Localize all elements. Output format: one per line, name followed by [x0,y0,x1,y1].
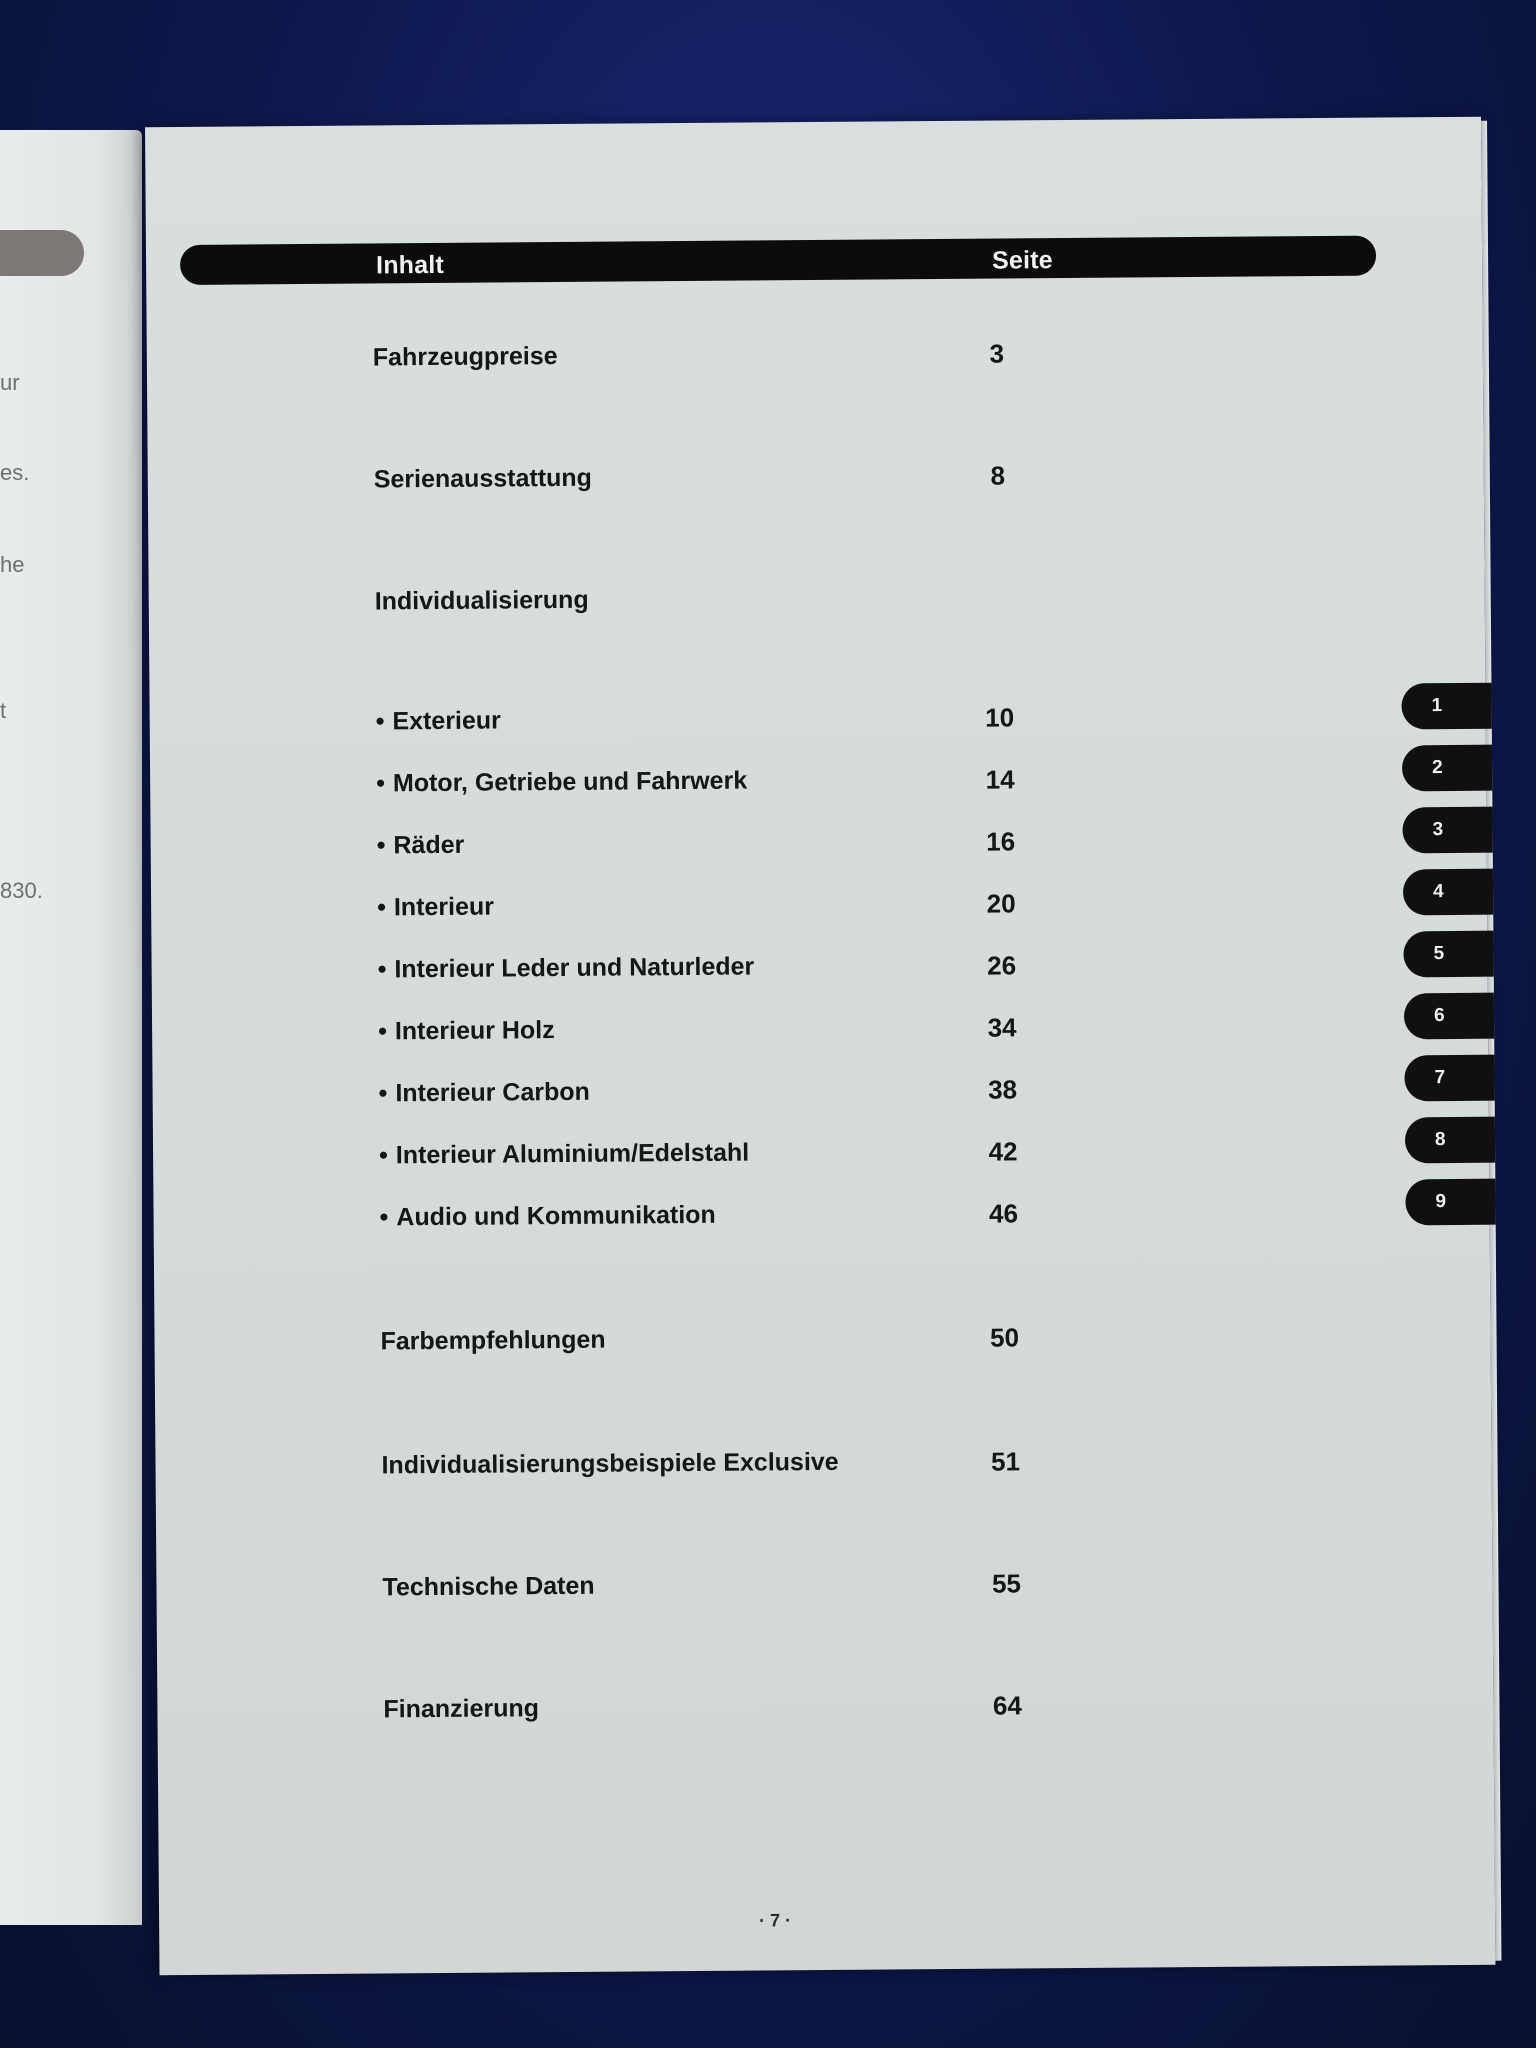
toc-entry-page-number: 16 [986,826,1016,857]
toc-entry-page-number: 46 [988,1198,1019,1229]
left-page-header-bar [0,230,84,276]
toc-entry-page-number: 14 [985,764,1015,795]
left-page [0,130,142,1925]
toc-header-title: Inhalt [376,250,445,280]
toc-entry-text: Technische Daten [382,1571,595,1602]
toc-entry-page-number: 42 [988,1136,1018,1167]
bullet-icon: • [379,1203,389,1232]
toc-entry-text: Interieur Aluminium/Edelstahl [395,1138,750,1170]
section-tab-4[interactable]: 4 [1403,869,1493,916]
left-page-text-fragment: 830. [0,878,43,903]
toc-entry-page-number: 38 [988,1074,1018,1105]
toc-entry-text: Motor, Getriebe und Fahrwerk [392,766,748,798]
toc-entry [151,887,1151,935]
section-tab-2[interactable]: 2 [1402,745,1492,792]
toc-entry [157,1689,1157,1737]
toc-entry [153,1197,1153,1245]
toc-entry-page-number: 64 [992,1690,1023,1721]
toc-entry [148,459,1148,507]
bullet-icon: • [376,831,386,860]
left-page-text-fragment: he [0,552,25,577]
page-edge [1481,121,1501,1961]
toc-entry-label [378,1016,555,1046]
bullet-icon: • [376,769,386,798]
toc-entry-label [375,586,589,617]
left-page-text-fragment: t [0,698,7,723]
toc-entry-label [379,1078,590,1109]
toc-entry-text: Farbempfehlungen [380,1325,606,1356]
toc-entry-label [383,1694,539,1724]
left-page-text-fragment: ur [0,370,20,395]
toc-header-bar [180,236,1376,285]
section-tab-8[interactable]: 8 [1405,1117,1495,1164]
toc-entry [154,1321,1154,1369]
page-number: · 7 · [759,1910,792,1931]
bullet-icon: • [377,893,387,922]
toc-entry-label [377,893,494,923]
toc-entry-text: Exterieur [392,706,501,736]
toc-entry [153,1135,1153,1183]
toc-entry-page-number: 51 [990,1446,1021,1477]
toc-entry-page-number: 20 [986,888,1016,919]
left-page-text-fragment: es. [0,460,30,485]
bullet-icon: • [377,955,387,984]
section-tab-9[interactable]: 9 [1405,1179,1495,1226]
toc-entry-text: Interieur Carbon [395,1077,590,1108]
toc-entry-label [380,1326,605,1357]
toc-entry-label [374,464,592,495]
toc-entry-label [382,1572,594,1603]
toc-entry-page-number: 3 [989,338,1005,369]
toc-entry-text: Individualisierungsbeispiele Exclusive [381,1447,839,1480]
toc-entry [153,1073,1153,1121]
toc-entry-text: Audio und Kommunikation [396,1200,716,1232]
toc-entry-text: Räder [393,830,465,860]
bullet-icon: • [378,1017,388,1046]
bullet-icon: • [375,707,385,736]
toc-entry [149,581,1149,629]
toc-entry-label [379,1139,749,1171]
toc-entry [147,337,1147,385]
bullet-icon: • [378,1141,388,1170]
toc-entry-text: Fahrzeugpreise [372,342,558,372]
toc-entry-text: Interieur Holz [394,1016,555,1046]
toc-entry-page-number: 10 [985,702,1015,733]
bullet-icon: • [378,1079,388,1108]
toc-entry-label [379,1201,715,1233]
toc-entry-page-number: 34 [987,1012,1017,1043]
toc-entry-label [376,706,501,736]
toc-entry-label [381,1448,838,1481]
section-tab-5[interactable]: 5 [1403,931,1493,978]
toc-entry-text: Serienausstattung [373,463,593,494]
toc-entry-text: Interieur Leder und Naturleder [394,952,755,984]
toc-entry [150,763,1150,811]
toc-entry-text: Interieur [393,892,495,922]
section-tab-7[interactable]: 7 [1404,1055,1494,1102]
toc-entry [150,701,1150,749]
toc-entry [156,1567,1156,1615]
toc-entry-page-number: 26 [987,950,1017,981]
toc-entry-label [373,342,558,372]
toc-entry-page-number: 50 [989,1322,1020,1353]
toc-entry-text: Finanzierung [383,1694,540,1724]
toc-entry-page-number: 55 [991,1568,1022,1599]
section-tab-3[interactable]: 3 [1402,807,1492,854]
toc-entry-label [376,767,747,799]
section-tab-1[interactable]: 1 [1401,683,1491,730]
toc-entry [152,1011,1152,1059]
section-tab-6[interactable]: 6 [1404,993,1494,1040]
toc-entry-page-number: 8 [990,460,1006,491]
toc-entry-label [377,831,465,861]
toc-entry-label [378,952,755,984]
toc-header-page-label: Seite [991,246,1053,275]
catalog-page [145,117,1495,1975]
toc-entry [152,949,1152,997]
toc-entry-text: Individualisierung [374,585,589,616]
toc-entry [151,825,1151,873]
toc-entry [155,1445,1155,1493]
